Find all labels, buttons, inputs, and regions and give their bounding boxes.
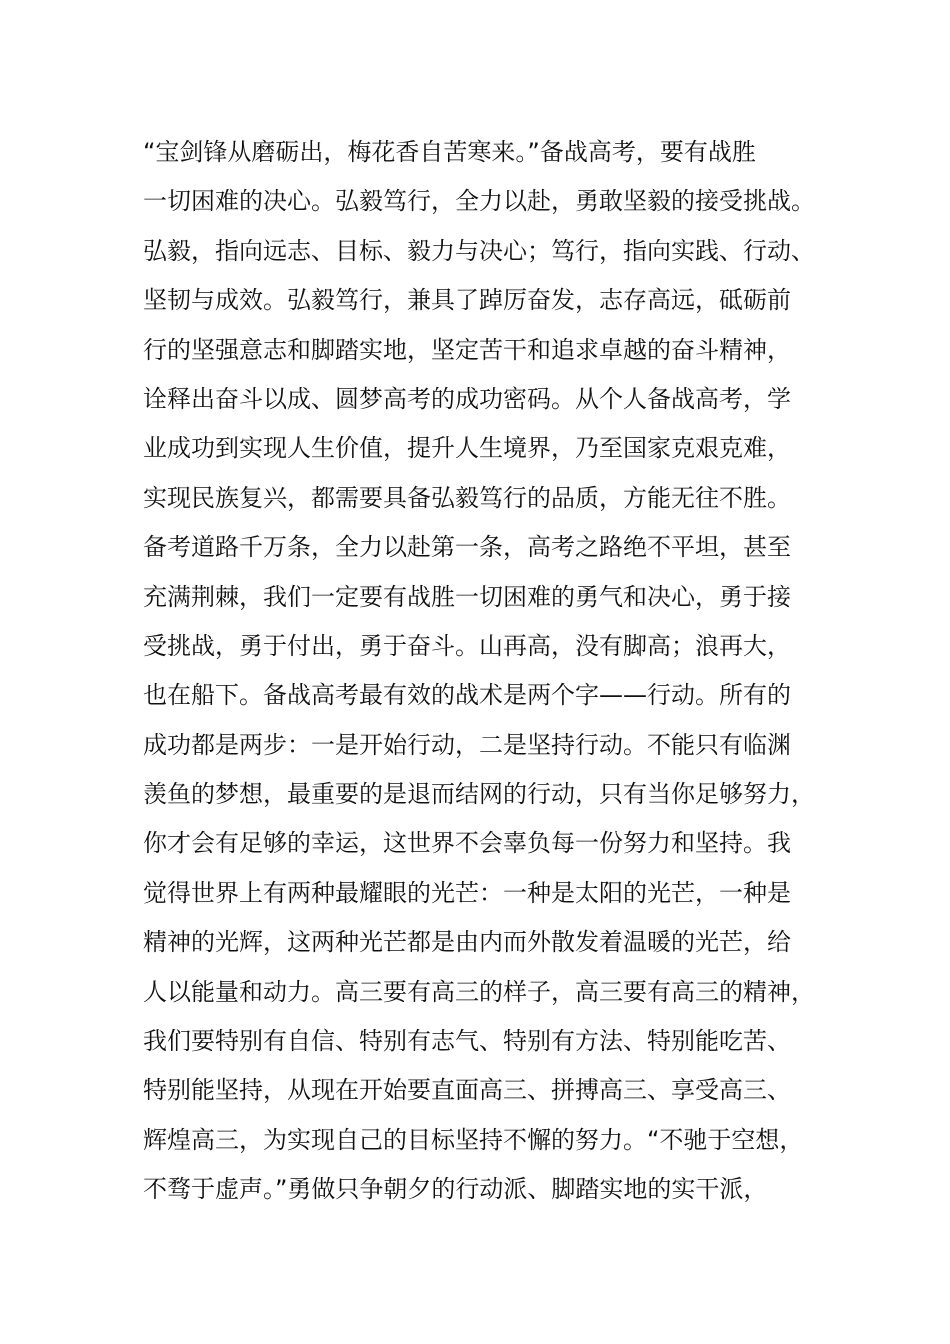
text-line: 人以能量和动力。高三要有高三的样子，高三要有高三的精神， xyxy=(143,977,815,1006)
text-line: 不骛于虚声。”勇做只争朝夕的行动派、脚踏实地的实干派， xyxy=(143,1175,768,1204)
text-line: 也在船下。备战高考最有效的战术是两个字——行动。所有的 xyxy=(143,681,791,710)
body-paragraph xyxy=(143,128,823,1215)
text-line: 辉煌高三，为实现自己的目标坚持不懈的努力。“不驰于空想， xyxy=(143,1125,804,1154)
text-line: 受挑战，勇于付出，勇于奋斗。山再高，没有脚高；浪再大， xyxy=(143,631,791,660)
text-line: 诠释出奋斗以成、圆梦高考的成功密码。从个人备战高考，学 xyxy=(143,384,791,413)
text-line: 羡鱼的梦想，最重要的是退而结网的行动，只有当你足够努力， xyxy=(143,780,815,809)
text-line: 精神的光辉，这两种光芒都是由内而外散发着温暖的光芒，给 xyxy=(143,928,791,957)
text-line: 你才会有足够的幸运，这世界不会辜负每一份努力和坚持。我 xyxy=(143,829,791,858)
text-line: 我们要特别有自信、特别有志气、特别有方法、特别能吃苦、 xyxy=(143,1027,791,1056)
text-line: 充满荆棘，我们一定要有战胜一切困难的勇气和决心，勇于接 xyxy=(143,582,791,611)
text-line: 觉得世界上有两种最耀眼的光芒：一种是太阳的光芒，一种是 xyxy=(143,878,791,907)
text-line: 实现民族复兴，都需要具备弘毅笃行的品质，方能无往不胜。 xyxy=(143,483,791,512)
text-line: “宝剑锋从磨砺出，梅花香自苦寒来。”备战高考，要有战胜 xyxy=(143,138,756,166)
text-line: 弘毅，指向远志、目标、毅力与决心；笃行，指向实践、行动、 xyxy=(143,236,815,265)
text-line: 特别能坚持，从现在开始要直面高三、拼搏高三、享受高三、 xyxy=(143,1076,791,1105)
text-line: 一切困难的决心。弘毅笃行，全力以赴，勇敢坚毅的接受挑战。 xyxy=(143,187,815,216)
text-line: 行的坚强意志和脚踏实地，坚定苦干和追求卓越的奋斗精神， xyxy=(143,335,791,364)
text-line: 坚韧与成效。弘毅笃行，兼具了踔厉奋发，志存高远，砥砺前 xyxy=(143,286,791,315)
text-line: 备考道路千万条，全力以赴第一条，高考之路绝不平坦，甚至 xyxy=(143,533,791,562)
text-line: 业成功到实现人生价值，提升人生境界，乃至国家克艰克难， xyxy=(143,434,791,463)
text-line: 成功都是两步：一是开始行动，二是坚持行动。不能只有临渊 xyxy=(143,730,791,759)
